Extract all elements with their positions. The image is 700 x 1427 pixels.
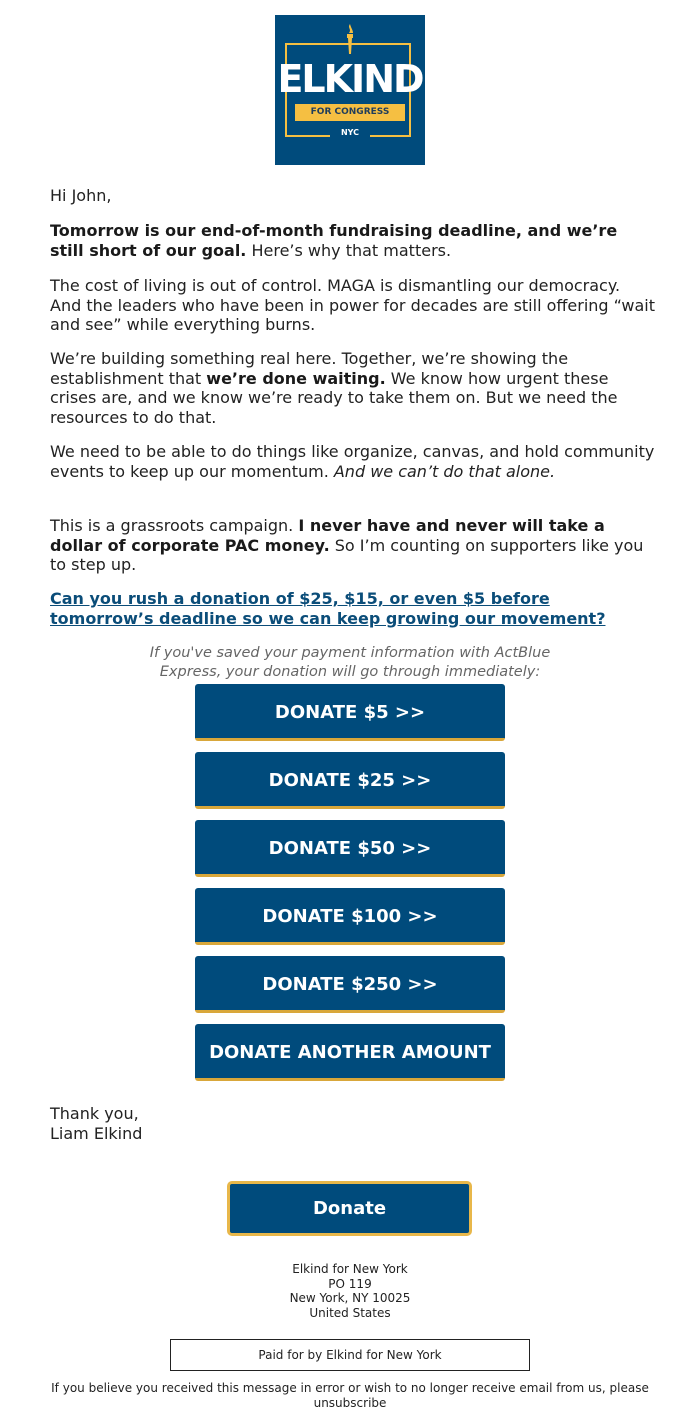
deadline-bold: Tomorrow is our end-of-month fundraising deadline, and we’re still short of our goal. <box>50 221 618 260</box>
paragraph-organize <box>50 442 655 481</box>
address-city: New York, NY 10025 <box>289 1291 411 1305</box>
signoff-name: Liam Elkind <box>50 1123 143 1143</box>
signoff-thanks: Thank you, <box>50 1104 139 1123</box>
donation-cta-link[interactable]: Can you rush a donation of $25, $15, or even $5 before tomorrow’s deadline so we can keep growing our movement? <box>50 589 606 628</box>
logo-sub: NYC <box>330 126 370 139</box>
building-a: We’re building something real here. Together, we’re showing the establishment that <box>50 349 569 388</box>
cta-paragraph <box>50 589 655 628</box>
donate-50-button[interactable]: DONATE $50 >> <box>195 820 505 877</box>
donate-100-button[interactable]: DONATE $100 >> <box>195 888 505 945</box>
signoff <box>50 1104 142 1143</box>
logo-band: FOR CONGRESS <box>295 104 405 121</box>
paragraph-grassroots <box>50 516 655 575</box>
mailing-address <box>200 1262 500 1320</box>
greeting: Hi John, <box>50 186 112 205</box>
address-country: United States <box>309 1305 391 1320</box>
address-org: Elkind for New York <box>292 1262 408 1276</box>
grassroots-a: This is a grassroots campaign. <box>50 516 299 535</box>
organize-a: We need to be able to do things like organize, canvas, and hold community events to keep up our momentum. <box>50 442 655 481</box>
paid-for-disclaimer: Paid for by Elkind for New York <box>170 1339 530 1371</box>
building-b: We know how urgent these crises are, and we know we’re ready to take them on. But we need the resources to do that. <box>50 368 618 427</box>
grassroots-bold: I never have and never will take a dollar of corporate PAC money. <box>50 516 605 555</box>
campaign-logo <box>275 15 425 165</box>
address-box: PO 119 <box>328 1276 372 1291</box>
paragraph-building <box>50 349 655 427</box>
actblue-note: If you've saved your payment information with ActBlue Express, your donation will go through immediately: <box>149 645 551 680</box>
donate-250-button[interactable]: DONATE $250 >> <box>195 956 505 1013</box>
donate-another-amount-button[interactable]: DONATE ANOTHER AMOUNT <box>195 1024 505 1081</box>
donate-5-button[interactable]: DONATE $5 >> <box>195 684 505 741</box>
logo-name: ELKIND <box>277 57 423 101</box>
grassroots-b: So I’m counting on supporters like you to step up. <box>50 535 644 574</box>
organize-italic: And we can’t do that alone. <box>333 461 556 481</box>
paragraph-cost-of-living: The cost of living is out of control. MAGA is dismantling our democracy. And the leaders who have been in power for decades are still offering “wait and see” while everything burns. <box>50 276 655 334</box>
unsubscribe-text[interactable]: If you believe you received this message in error or wish to no longer receive email from us, please unsubscribe <box>51 1381 649 1410</box>
donate-25-button[interactable]: DONATE $25 >> <box>195 752 505 809</box>
paragraph-deadline <box>50 221 655 260</box>
donate-button[interactable]: Donate <box>227 1181 472 1236</box>
deadline-rest: Here’s why that matters. <box>246 240 452 260</box>
building-bold: we’re done waiting. <box>206 368 386 388</box>
